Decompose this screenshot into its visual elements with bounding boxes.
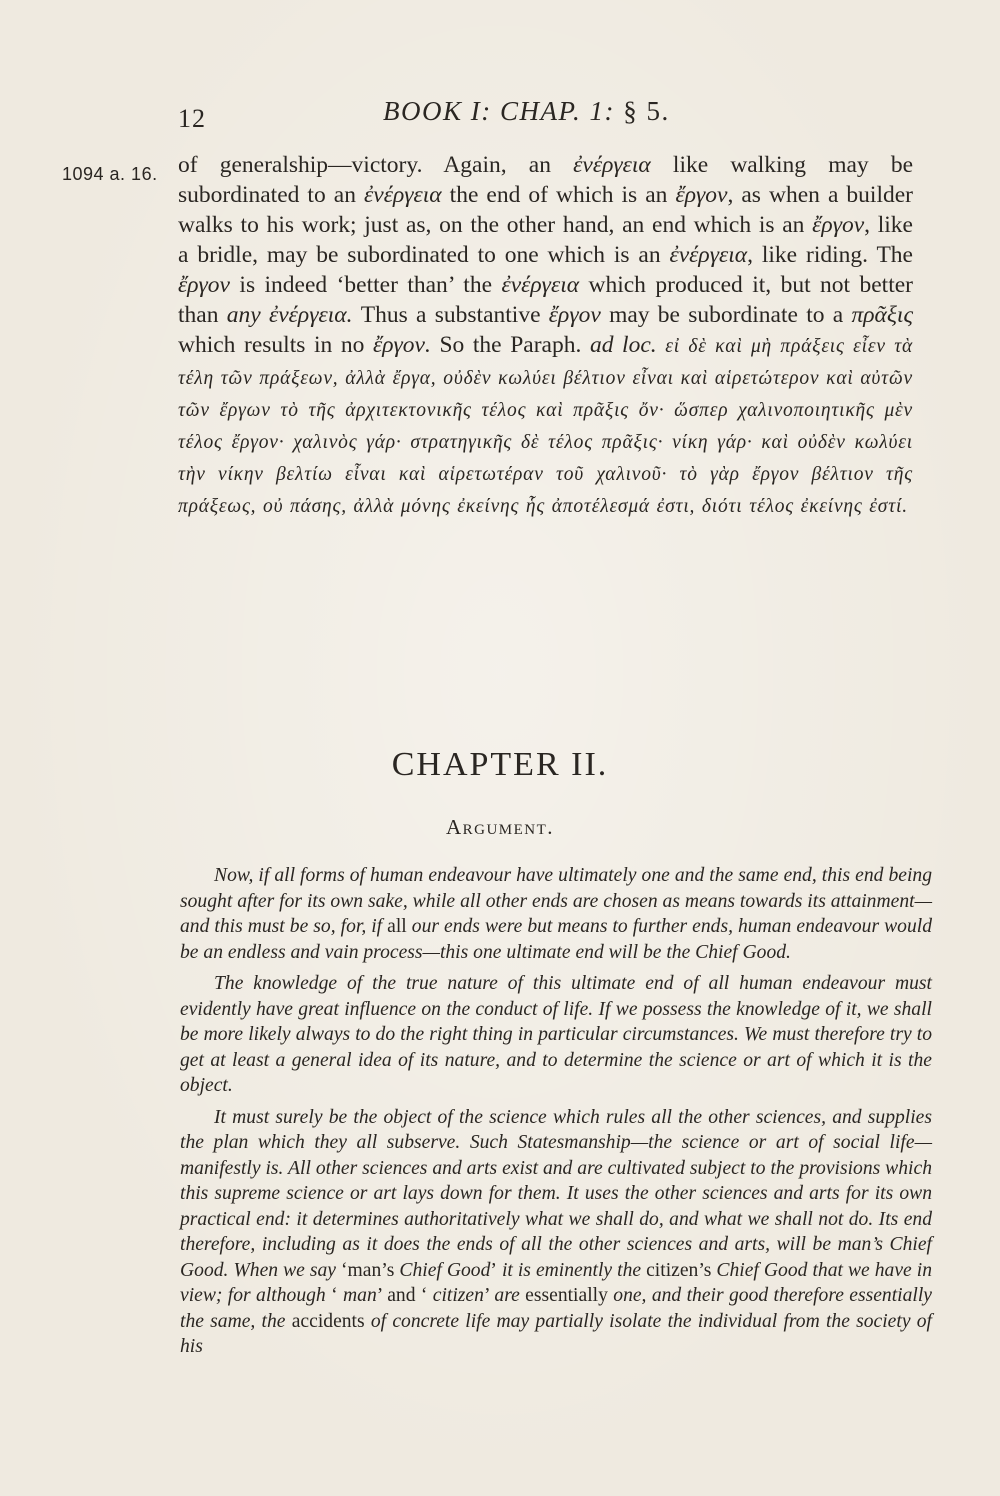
- text: Now, if all forms of human endeavour have ultimately one and the same end, this end being sought after for its own sake, while all other ends are chosen as means towards its attainment—and this must be so, for, if: [180, 865, 932, 937]
- greek-term: ἔργον: [675, 182, 728, 208]
- greek-term: ἐνέργεια: [364, 182, 442, 208]
- book-chapter-label: BOOK I: CHAP. 1:: [383, 96, 624, 126]
- greek-term: ἐνέργεια.: [268, 302, 353, 328]
- marginal-line-reference: 1094 a. 16.: [62, 164, 158, 184]
- argument-paragraph-2: The knowledge of the true nature of this ultimate end of all human endeavour must evidently have great influence on the conduct of life. If we possess the knowledge of it, we shall be more likely always to do the right thing in particular circumstances. We must therefore try to get at least a general idea of its nature, and to determine the science or art of which it is the object.: [180, 973, 932, 1096]
- text: [657, 332, 666, 358]
- text: of generalship—victory. Again, an: [178, 152, 574, 178]
- roman-word: ‘: [331, 1285, 338, 1306]
- roman-word: all: [387, 916, 407, 937]
- commentary-paragraph: [178, 150, 913, 522]
- text: one, and their good therefore essentially the same, the: [180, 1285, 932, 1332]
- text: , like riding. The: [747, 242, 913, 268]
- greek-term: ἔργον: [812, 212, 865, 238]
- italic-word: any: [226, 302, 261, 328]
- text: Chief Good: [394, 1259, 491, 1281]
- running-title: [383, 96, 670, 127]
- argument-paragraph-1: [180, 863, 932, 965]
- chapter-title: CHAPTER II.: [391, 746, 609, 783]
- greek-term: ἔργον: [178, 272, 230, 298]
- text: which produced it, but not better than: [178, 272, 914, 328]
- greek-term: ἐνέργεια: [573, 152, 651, 178]
- text: is indeed ‘better than’ the: [229, 272, 502, 298]
- greek-term: ἐνέργεια: [669, 242, 748, 268]
- text: It must surely be the object of the science which rules all the other sciences, and supplies the plan which they all subserve. Such Statesmanship—the science or art of social life—manifestly is. All other sciences and arts exist and are cultivated subject to the provisions which this supreme science or art lays down for them. It uses the other sciences and arts for its own practical end: it determines authoritatively what we shall do, and what we shall not do. Its end therefore, including as it does the ends of all the other sciences and arts, will be man’s Chief Good. When we say: [180, 1106, 932, 1281]
- text: Thus a substantive: [352, 302, 549, 328]
- greek-term: ἐνέργεια: [501, 272, 580, 298]
- text: which results in no: [178, 332, 373, 358]
- text: are: [494, 1285, 526, 1306]
- section-label: § 5.: [623, 96, 670, 126]
- roman-word: ‘man’s: [341, 1259, 395, 1281]
- running-header: [178, 96, 928, 136]
- roman-word: ’ and ‘: [376, 1285, 428, 1306]
- text: Chief Good that we have in view; for although: [180, 1259, 933, 1306]
- text: So the Paraph.: [430, 332, 590, 358]
- text: it is eminently the: [496, 1259, 647, 1281]
- greek-term: ἔργον.: [373, 332, 431, 358]
- argument-block: [180, 863, 932, 1366]
- roman-word: citizen’s: [646, 1259, 712, 1281]
- greek-term: ἔργον: [548, 302, 601, 328]
- page-number: 12: [178, 104, 206, 133]
- text: the end of which is an: [441, 182, 676, 208]
- argument-heading: Argument.: [445, 815, 555, 839]
- text: of concrete life may partially isolate the individual from the society of his: [180, 1310, 932, 1357]
- text: , like a bridle, may be subordinated to one which is an: [178, 212, 913, 268]
- text: man: [337, 1285, 377, 1306]
- commentary-block: [178, 150, 913, 522]
- roman-word: essentially: [525, 1285, 608, 1306]
- greek-quotation: εἰ δὲ καὶ μὴ πράξεις εἶεν τὰ τέλη τῶν πράξεων, ἀλλὰ ἔργα, οὐδὲν κωλύει βέλτιον εἶναι καὶ αἱρετώτερον καὶ αὐτῶν τῶν ἔργων τὸ τῆς ἀρχιτεκτονικῆς τέλος καὶ πρᾶξις ὄν· ὥσπερ χαλινοποιητικῆς μὲν τέλος ἔργον· χαλινὸς γάρ· στρατηγικῆς δὲ τέλος πρᾶξις· νίκη γάρ· καὶ οὐδὲν κωλύει τὴν νίκην βελτίω εἶναι καὶ αἱρετωτέραν τοῦ χαλινοῦ· τὸ γὰρ ἔργον βέλτιον τῆς πράξεως, οὐ πάσης, ἀλλὰ μόνης ἐκείνης ἧς ἀποτέλεσμά ἐστι, διότι τέλος ἐκείνης ἐστί.: [178, 336, 914, 517]
- greek-term: πρᾶξις: [851, 302, 913, 328]
- text: like walking may be subordinated to an: [178, 152, 913, 208]
- roman-word: ’: [490, 1259, 497, 1281]
- text: may be subordinate to a: [600, 302, 852, 328]
- roman-word: accidents: [291, 1310, 365, 1332]
- argument-paragraph-3: [180, 1105, 932, 1360]
- text: , as when a builder walks to his work; just as, on the other hand, an end which is an: [178, 182, 913, 238]
- text: our ends were but means to further ends, human endeavour would be an endless and vain process—this one ultimate end will be the Chief Good.: [180, 916, 932, 963]
- roman-word: ’: [483, 1285, 495, 1306]
- text: citizen: [427, 1285, 484, 1306]
- text: [261, 302, 269, 328]
- italic-word: ad loc.: [589, 332, 657, 358]
